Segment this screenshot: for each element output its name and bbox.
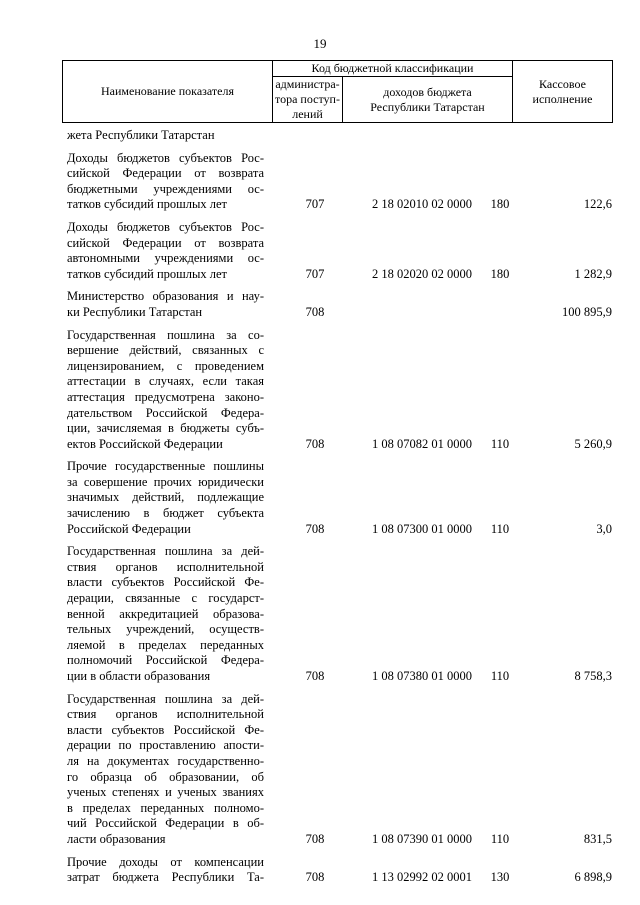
row-indicator-name bbox=[67, 544, 264, 684]
row-name-line: бюджетными учреждениями ос- bbox=[67, 181, 264, 196]
row-cash-execution: 8 758,3 bbox=[574, 669, 612, 683]
row-cash-execution: 1 282,9 bbox=[574, 266, 612, 281]
row-name-line: Министерство образования и нау- bbox=[67, 289, 264, 304]
row-name-line: жета Республики Татарстан bbox=[67, 128, 215, 142]
row-cash-execution: 100 895,9 bbox=[562, 304, 612, 319]
header-admin-line: лений bbox=[292, 107, 323, 121]
header-name-column: Наименование показателя bbox=[63, 61, 273, 123]
row-income-code: 1 13 02992 02 0001 bbox=[372, 870, 472, 885]
row-name-line: го образца об образовании, об bbox=[67, 769, 264, 784]
row-name-line: Государственная пошлина за со- bbox=[67, 327, 264, 342]
row-name-line: татков субсидий прошлых лет bbox=[67, 266, 228, 281]
row-cash-execution: 5 260,9 bbox=[574, 436, 612, 451]
row-indicator-name bbox=[67, 692, 264, 848]
row-name-line: Прочие доходы от компенсации bbox=[67, 854, 264, 869]
row-name-line: ласти образования bbox=[67, 831, 166, 846]
row-name-line: полномочий Российской Федера- bbox=[67, 653, 264, 668]
row-indicator-name bbox=[67, 855, 264, 886]
row-name-line: за совершение прочих юридически bbox=[67, 474, 264, 489]
row-name-line: ствия органов исполнительной bbox=[67, 559, 264, 574]
header-admin-column bbox=[273, 77, 343, 123]
page-number: 19 bbox=[313, 36, 327, 51]
row-name-line: татков субсидий прошлых лет bbox=[67, 197, 228, 212]
row-name-line: зачислению в бюджет субъекта bbox=[67, 506, 264, 521]
table-row bbox=[62, 328, 612, 453]
row-name-line: Государственная пошлина за дей- bbox=[67, 544, 264, 559]
table-row bbox=[62, 692, 612, 848]
row-income-code: 2 18 02020 02 0000 bbox=[372, 266, 472, 281]
table-row bbox=[62, 220, 612, 282]
row-name-line: ученых степенях и ученых званиях bbox=[67, 785, 264, 800]
row-name-line: значимых действий, подлежащие bbox=[67, 490, 264, 505]
row-name-line: сийской Федерации от возврата bbox=[67, 235, 264, 250]
row-admin-code: 708 bbox=[305, 304, 325, 319]
row-subtype-code: 180 bbox=[490, 266, 510, 281]
row-cash-execution: 122,6 bbox=[583, 197, 612, 212]
row-name-line: власти субъектов Российской Фе- bbox=[67, 575, 264, 590]
row-name-line: ции в области образования bbox=[67, 669, 211, 683]
row-name-line: тельных учреждений, осуществ- bbox=[67, 622, 264, 637]
row-indicator-name bbox=[67, 289, 264, 320]
row-name-line: ектов Российской Федерации bbox=[67, 436, 223, 451]
row-name-line: лицензированием, с проведением bbox=[67, 358, 264, 373]
header-income-line: доходов бюджета bbox=[383, 84, 472, 99]
row-name-line: ции, зачисляемая в бюджеты субъ- bbox=[67, 421, 264, 436]
row-admin-code: 707 bbox=[305, 197, 325, 212]
header-income-column bbox=[343, 77, 513, 123]
row-indicator-name bbox=[67, 220, 264, 282]
header-code-group: Код бюджетной классификации bbox=[273, 61, 513, 77]
table-row bbox=[62, 128, 612, 144]
row-indicator-name bbox=[67, 128, 264, 144]
header-admin-line: тора поступ- bbox=[275, 92, 340, 106]
row-indicator-name bbox=[67, 328, 264, 453]
table-row bbox=[62, 459, 612, 537]
row-name-line: затрат бюджета Республики Та- bbox=[67, 870, 264, 885]
row-name-line: дерации по проставлению апости- bbox=[67, 738, 264, 753]
row-subtype-code: 110 bbox=[490, 669, 510, 683]
row-name-line: Государственная пошлина за дей- bbox=[67, 691, 264, 706]
row-name-line: Прочие государственные пошлины bbox=[67, 459, 264, 474]
row-name-line: аттестация предусмотрена законо- bbox=[67, 389, 264, 404]
row-income-code: 1 08 07300 01 0000 bbox=[372, 521, 472, 536]
row-subtype-code: 110 bbox=[490, 521, 510, 536]
row-admin-code: 708 bbox=[305, 831, 325, 846]
row-name-line: аттестации в случаях, если такая bbox=[67, 374, 264, 389]
row-income-code: 1 08 07082 01 0000 bbox=[372, 436, 472, 451]
header-execution-line: исполнение bbox=[532, 91, 593, 106]
row-name-line: ляемой в пределах переданных bbox=[67, 637, 264, 652]
row-name-line: дательством Российской Федера- bbox=[67, 405, 264, 420]
row-admin-code: 708 bbox=[305, 436, 325, 451]
row-name-line: венной аккредитацией образова- bbox=[67, 606, 264, 621]
header-income-line: Республики Татарстан bbox=[370, 99, 485, 114]
header-admin-line: администра- bbox=[275, 77, 340, 91]
row-income-code: 1 08 07390 01 0000 bbox=[372, 831, 472, 846]
header-execution-line: Кассовое bbox=[539, 76, 586, 91]
row-income-code: 2 18 02010 02 0000 bbox=[372, 197, 472, 212]
row-indicator-name bbox=[67, 459, 264, 537]
row-name-line: в пределах переданных полномо- bbox=[67, 800, 264, 815]
header-execution-column bbox=[513, 61, 613, 123]
row-cash-execution: 6 898,9 bbox=[574, 870, 612, 885]
table-row bbox=[62, 544, 612, 684]
row-name-line: чий Российской Федерации в об- bbox=[67, 816, 264, 831]
row-name-line: Доходы бюджетов субъектов Рос- bbox=[67, 150, 264, 165]
row-name-line: Доходы бюджетов субъектов Рос- bbox=[67, 219, 264, 234]
row-admin-code: 708 bbox=[305, 669, 325, 683]
row-subtype-code: 110 bbox=[490, 436, 510, 451]
row-cash-execution: 831,5 bbox=[583, 831, 612, 846]
row-name-line: дерации, связанные с государст- bbox=[67, 591, 264, 606]
table-row bbox=[62, 151, 612, 213]
row-admin-code: 707 bbox=[305, 266, 325, 281]
row-admin-code: 708 bbox=[305, 870, 325, 885]
row-name-line: ствия органов исполнительной bbox=[67, 707, 264, 722]
table-header bbox=[62, 60, 613, 123]
row-name-line: власти субъектов Российской Фе- bbox=[67, 722, 264, 737]
row-admin-code: 708 bbox=[305, 521, 325, 536]
table-row bbox=[62, 855, 612, 886]
row-name-line: сийской Федерации от возврата bbox=[67, 166, 264, 181]
row-name-line: вершение действий, связанных с bbox=[67, 343, 264, 358]
row-name-line: автономными учреждениями ос- bbox=[67, 251, 264, 266]
row-subtype-code: 130 bbox=[490, 870, 510, 885]
row-income-code: 1 08 07380 01 0000 bbox=[372, 669, 472, 683]
row-subtype-code: 180 bbox=[490, 197, 510, 212]
row-name-line: Российской Федерации bbox=[67, 521, 191, 536]
row-indicator-name bbox=[67, 151, 264, 213]
row-subtype-code: 110 bbox=[490, 831, 510, 846]
row-name-line: ки Республики Татарстан bbox=[67, 304, 203, 319]
table-body bbox=[62, 121, 612, 886]
row-name-line: ля на документах государственно- bbox=[67, 753, 264, 768]
table-row bbox=[62, 289, 612, 320]
row-cash-execution: 3,0 bbox=[596, 521, 612, 536]
